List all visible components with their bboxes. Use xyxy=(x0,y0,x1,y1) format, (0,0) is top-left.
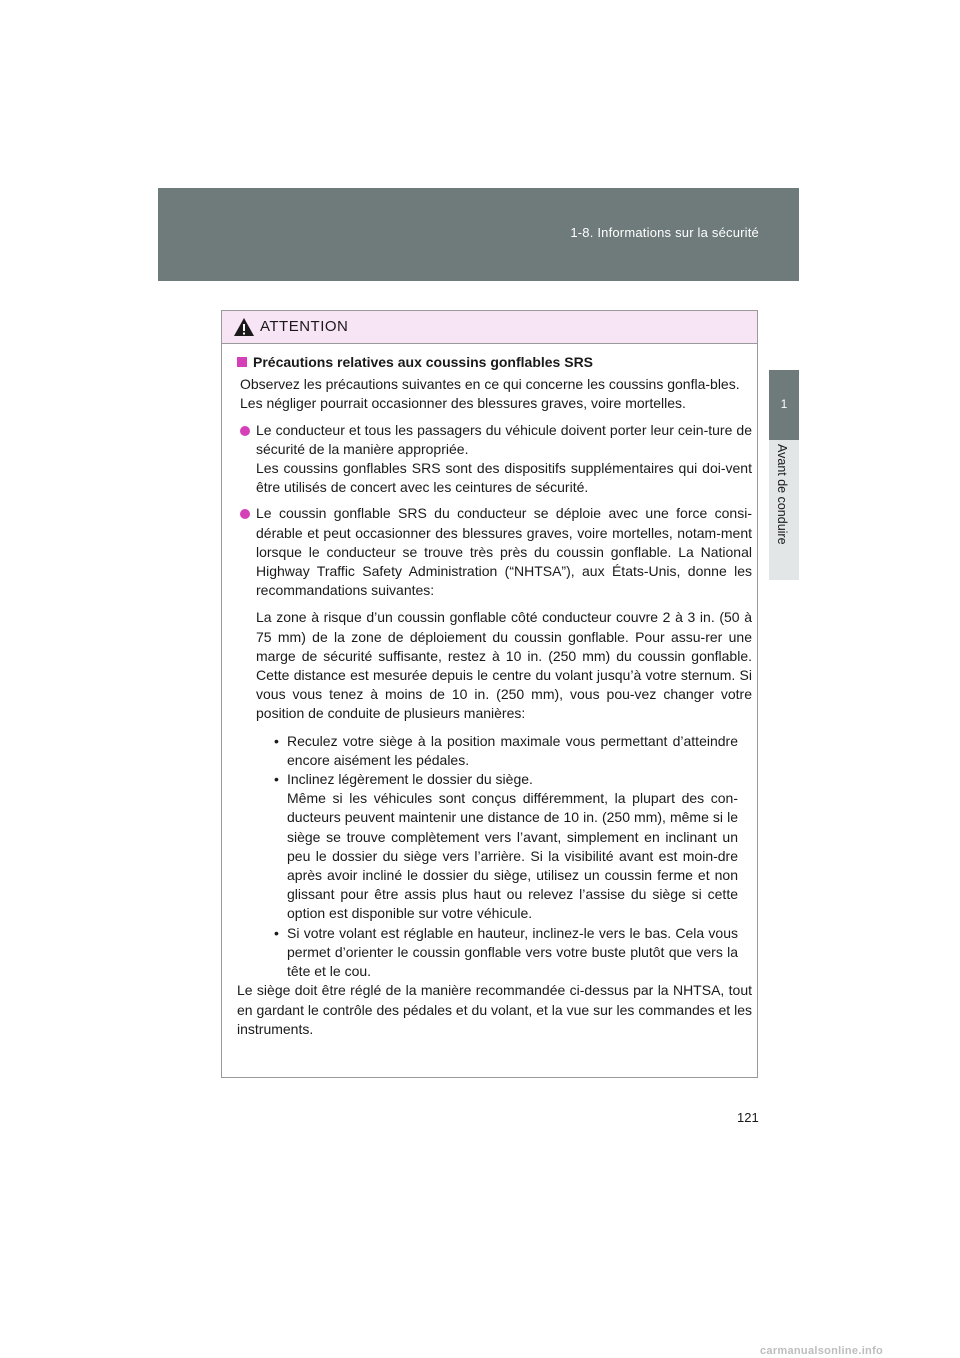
chapter-tab xyxy=(769,370,799,440)
warning-heading xyxy=(237,353,752,372)
sub-item-text: Reculez votre siège à la position maximale vous permettant d’atteindre encore aisément les pédales. xyxy=(287,732,738,768)
sub-list xyxy=(256,732,752,982)
sub-item-text: Inclinez légèrement le dossier du siège. xyxy=(287,771,533,788)
warning-box xyxy=(221,310,758,1078)
sub-list-item xyxy=(256,924,752,982)
intro-paragraph-2: Les négliger pourrait occasionner des blessures graves, voire mortelles. xyxy=(240,395,686,412)
page-number: 121 xyxy=(737,1110,759,1125)
warning-header xyxy=(222,311,757,344)
watermark: carmanualsonline.info xyxy=(760,1345,884,1357)
list-item xyxy=(237,504,752,981)
list-item xyxy=(237,421,752,498)
warning-heading-text: Précautions relatives aux coussins gonflables SRS xyxy=(253,354,594,370)
sub-list-item xyxy=(256,732,752,770)
bullet-1-text-2: Les coussins gonflables SRS sont des dispositifs supplémentaires qui doi-vent être utilisés de concert avec les ceintures de sécurité. xyxy=(256,460,752,496)
sub-list-item xyxy=(256,770,752,924)
sub-bullet-mark: • xyxy=(274,924,279,941)
closing-paragraph: Le siège doit être réglé de la manière recommandée ci-dessus par la NHTSA, tout en gardant le contrôle des pédales et du volant, et la vue sur les commandes et les instruments. xyxy=(237,982,752,1037)
sub-bullet-mark: • xyxy=(274,771,279,788)
bullet-2-text: Le coussin gonflable SRS du conducteur se déploie avec une force consi-dérable et peut occasionner des blessures graves, voire mortelles, notam-ment lorsque le conducteur se trouve très près du coussin gonflable. La National Highway Traffic Safety Administration (“NHTSA”), aux États-Unis, donne les recommandations suivantes: xyxy=(256,505,752,599)
square-bullet-icon xyxy=(237,357,247,367)
sub-bullet-mark: • xyxy=(274,732,279,749)
warning-title: ATTENTION xyxy=(260,318,349,335)
sub-item-text-2: Même si les véhicules sont conçus différemment, la plupart des con-ducteurs peuvent maintenir une distance de 10 in. (250 mm), même si le siège se trouve complètement vers l’avant, simplement en inclinant un peu le dossier du siège vers l’arrière. Si la visibilité avant est moin-dre après avoir incliné le dossier du siège, utilisez un coussin ferme et non glissant pour être assis plus haut ou relevez l’assise du siège si cette option est disponible sur votre véhicule. xyxy=(287,790,738,922)
chapter-tab-label-area xyxy=(769,440,799,580)
circle-bullet-icon xyxy=(240,426,250,436)
warning-triangle-icon xyxy=(233,317,255,337)
bullet-2-text-2: La zone à risque d’un coussin gonflable côté conducteur couvre 2 à 3 in. (50 à 75 mm) de la zone de déploiement du coussin gonflable. Pour assu-rer une marge de sécurité suffisante, restez à 10 in. (250 mm) du coussin gonflable. Cette distance est mesurée depuis le centre du volant jusqu’à votre sternum. Si vous vous tenez à moins de 10 in. (250 mm), vous pou-vez changer votre position de conduite de plusieurs manières: xyxy=(256,609,752,722)
chapter-header-band xyxy=(158,188,799,281)
sub-item-text: Si votre volant est réglable en hauteur, inclinez-le vers le bas. Cela vous permet d’orienter le coussin gonflable vers votre buste plutôt que vers la tête et le cou. xyxy=(287,924,738,980)
circle-bullet-icon xyxy=(240,509,250,519)
bullet-1-text: Le conducteur et tous les passagers du véhicule doivent porter leur cein-ture de sécurité de la manière appropriée. xyxy=(256,421,752,457)
intro-paragraph: Observez les précautions suivantes en ce qui concerne les coussins gonfla-bles. xyxy=(240,376,740,393)
chapter-number: 1 xyxy=(780,397,788,411)
section-title: 1-8. Informations sur la sécurité xyxy=(570,225,759,240)
chapter-label: Avant de conduire xyxy=(775,444,789,545)
warning-body xyxy=(222,344,757,1039)
